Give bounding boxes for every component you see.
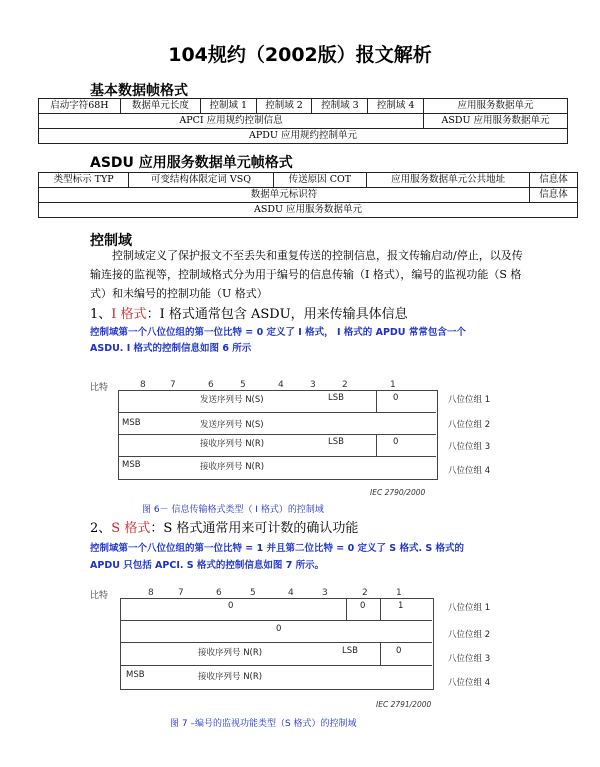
recv-seq-label: 接收序列号 N(R) — [198, 648, 263, 658]
table-cell: ASDU 应用服务数据单元 — [424, 114, 568, 129]
table-cell: 可变结构体限定词 VSQ — [129, 173, 273, 188]
table-cell: 传送原因 COT — [273, 173, 367, 188]
section-heading-basic-frame: 基本数据帧格式 — [90, 83, 188, 99]
row-divider — [120, 665, 432, 666]
bit-number: 1 — [390, 380, 396, 390]
bit-number: 3 — [310, 380, 316, 390]
bit-number: 5 — [250, 588, 256, 598]
i-format-prefix: 1、 — [90, 307, 112, 322]
bit-value: 1 — [398, 601, 404, 611]
bits-label: 比特 — [90, 383, 109, 393]
octet-label: 八位位组 2 — [448, 420, 491, 430]
s-format-desc: ：S 格式通常用来可计数的确认功能 — [150, 521, 359, 536]
row-divider — [118, 434, 436, 435]
bit-number: 8 — [140, 380, 146, 390]
bits-label: 比特 — [90, 591, 109, 601]
bit-value: 0 — [396, 646, 402, 656]
octet-label: 八位位组 4 — [448, 678, 491, 688]
row-divider — [120, 642, 432, 643]
table-cell: 控制域 4 — [368, 99, 424, 114]
s-format-prefix: 2、 — [90, 521, 112, 536]
section-heading-control: 控制域 — [90, 233, 132, 249]
asdu-frame-table — [38, 172, 578, 218]
bit-number: 4 — [278, 380, 284, 390]
bit-value: 0 — [393, 437, 399, 447]
bit-number: 3 — [322, 588, 328, 598]
figure-7-caption: 图 7 –编号的监视功能类型（S 格式）的控制域 — [170, 719, 357, 729]
bit-divider — [380, 598, 381, 620]
recv-seq-label: 接收序列号 N(R) — [200, 462, 265, 472]
table-row — [39, 203, 578, 218]
basic-frame-table — [38, 98, 568, 144]
table-cell: 应用服务数据单元 — [424, 99, 568, 114]
control-paragraph: 控制域定义了保护报文不至丢失和重复传送的控制信息，报文传输启动/停止，以及传输连接的监视等，控制域格式分为用于编号的信息传输（I 格式），编号的监视功能（S 格式）和未编号的控制功能（U 格式） — [90, 249, 523, 300]
table-cell: 控制域 3 — [312, 99, 368, 114]
figure-7-s-format — [90, 588, 570, 713]
table-row — [39, 129, 568, 144]
send-seq-label: 发送序列号 N(S) — [200, 395, 264, 405]
bit-value: 0 — [393, 393, 399, 403]
octet-label: 八位位组 1 — [448, 603, 491, 613]
bit-divider — [376, 434, 377, 456]
bit-number: 7 — [170, 380, 176, 390]
bit-number: 8 — [148, 588, 154, 598]
iec-reference: IEC 2791/2000 — [376, 700, 432, 709]
octet-label: 八位位组 1 — [448, 395, 491, 405]
msb-label: MSB — [122, 460, 141, 470]
lsb-label: LSB — [342, 646, 358, 656]
table-cell: 控制域 1 — [200, 99, 256, 114]
iec-reference: IEC 2790/2000 — [370, 488, 426, 497]
control-field-box — [120, 598, 434, 690]
bit-number: 4 — [288, 588, 294, 598]
octet-label: 八位位组 3 — [448, 654, 491, 664]
bit-number: 6 — [208, 380, 214, 390]
bit-number: 2 — [362, 588, 368, 598]
row-divider — [118, 412, 436, 413]
i-format-name: I 格式 — [111, 307, 147, 322]
table-cell: APCI 应用规约控制信息 — [39, 114, 424, 129]
s-format-note-line2: APDU 只包括 APCI. S 格式的控制信息如图 7 所示。 — [90, 560, 325, 571]
figure-6-caption: 图 6－ 信息传输格式类型（ I 格式）的控制域 — [142, 505, 324, 515]
i-format-note-line2: ASDU. I 格式的控制信息如图 6 所示 — [90, 343, 252, 354]
i-format-desc: ：I 格式通常包含 ASDU，用来传输具体信息 — [146, 307, 408, 322]
octet-label: 八位位组 4 — [448, 466, 491, 476]
bit-number: 6 — [216, 588, 222, 598]
s-format-name: S 格式 — [111, 521, 151, 536]
section-heading-asdu-frame: ASDU 应用服务数据单元帧格式 — [90, 155, 293, 171]
lsb-label: LSB — [328, 393, 344, 403]
send-seq-label: 发送序列号 N(S) — [200, 420, 264, 430]
s-format-note-line1: 控制域第一个八位位组的第一位比特 = 1 并且第二位比特 = 0 定义了 S 格式. S 格式的 — [90, 543, 465, 554]
msb-label: MSB — [126, 670, 145, 680]
row-divider — [120, 620, 432, 621]
table-cell: APDU 应用规约控制单元 — [39, 129, 568, 144]
table-cell: 数据单元长度 — [120, 99, 200, 114]
table-cell: 类型标示 TYP — [39, 173, 129, 188]
figure-6-i-format — [90, 380, 570, 500]
bit-number: 1 — [396, 588, 402, 598]
table-cell: 启动字符68H — [39, 99, 121, 114]
octet-label: 八位位组 3 — [448, 442, 491, 452]
table-cell: 控制域 2 — [256, 99, 312, 114]
page-title: 104规约（2002版）报文解析 — [168, 44, 432, 66]
bit-number: 7 — [178, 588, 184, 598]
recv-seq-label: 接收序列号 N(R) — [200, 439, 265, 449]
table-row — [39, 173, 578, 188]
row-divider — [118, 456, 436, 457]
octet-label: 八位位组 2 — [448, 630, 491, 640]
recv-seq-label: 接收序列号 N(R) — [198, 672, 263, 682]
table-cell: 应用服务数据单元公共地址 — [367, 173, 530, 188]
table-cell: 数据单元标识符 — [39, 188, 530, 203]
bit-divider — [376, 390, 377, 412]
bit-value: 0 — [276, 624, 282, 634]
s-format-heading — [90, 519, 358, 538]
bit-divider — [346, 598, 347, 620]
table-row — [39, 99, 568, 114]
table-row — [39, 114, 568, 129]
table-cell: 信息体 — [530, 188, 578, 203]
control-field-box — [118, 390, 438, 480]
lsb-label: LSB — [328, 437, 344, 447]
bit-value: 0 — [228, 601, 234, 611]
msb-label: MSB — [122, 418, 141, 428]
bit-divider — [380, 642, 381, 665]
bit-value: 0 — [360, 601, 366, 611]
bit-number: 2 — [342, 380, 348, 390]
table-cell: 信息体 — [530, 173, 578, 188]
i-format-heading — [90, 305, 408, 324]
table-cell: ASDU 应用服务数据单元 — [39, 203, 578, 218]
i-format-note-line1: 控制域第一个八位位组的第一位比特 = 0 定义了 I 格式， I 格式的 APDU 常常包含一个 — [90, 327, 466, 338]
bit-number: 5 — [240, 380, 246, 390]
table-row — [39, 188, 578, 203]
